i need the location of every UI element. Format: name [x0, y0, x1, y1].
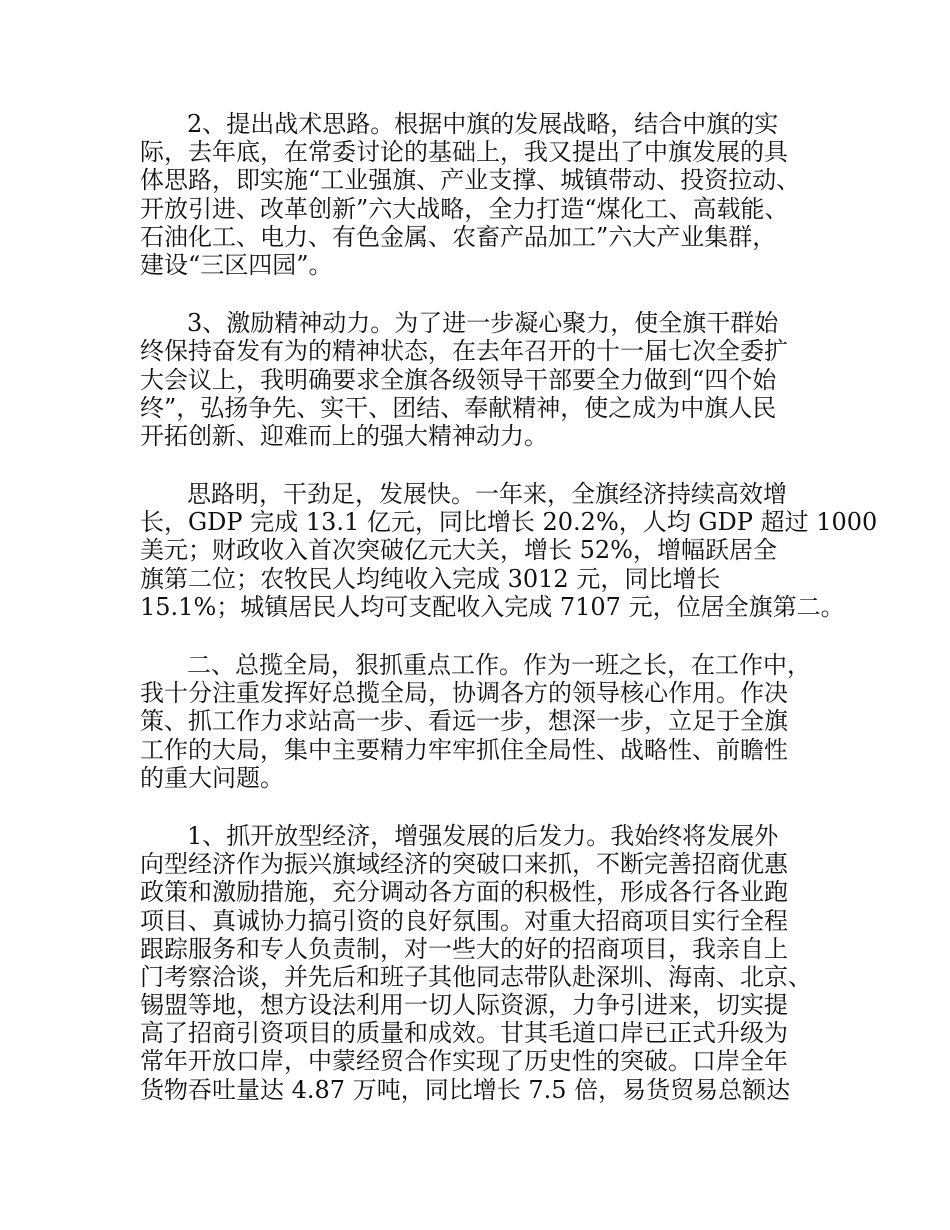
- text-line: 2、提出战术思路。根据中旗的发展战略，结合中旗的实: [187, 110, 779, 138]
- paragraph-open-economy: [140, 822, 840, 1104]
- text-line: 工作的大局，集中主要精力牢牢抓住全局性、战略性、前瞻性: [140, 735, 788, 764]
- text-line: 终”，弘扬争先、实干、团结、奉献精神，使之成为中旗人民: [140, 393, 777, 422]
- text-line: 大会议上，我明确要求全旗各级领导干部要全力做到“四个始: [140, 365, 777, 394]
- paragraph-overall-situation: [140, 651, 840, 792]
- text-line: 1、抓开放型经济，增强发展的后发力。我始终将发展外: [187, 821, 779, 850]
- text-line: 门考察洽谈，并先后和班子其他同志带队赴深圳、海南、北京、: [140, 962, 812, 991]
- text-line: 锡盟等地，想方设法利用一切人际资源，力争引进来，切实提: [140, 991, 788, 1020]
- text-line: 思路明，干劲足，发展快。一年来，全旗经济持续高效增: [187, 480, 787, 509]
- text-line: 15.1%；城镇居民人均可支配收入完成 7107 元，位居全旗第二。: [140, 592, 845, 621]
- text-line: 政策和激励措施，充分调动各方面的积极性，形成各行各业跑: [140, 878, 788, 907]
- text-line: 的重大问题。: [140, 763, 284, 792]
- text-line: 开拓创新、迎难而上的强大精神动力。: [140, 421, 548, 450]
- text-line: 货物吞吐量达 4.87 万吨，同比增长 7.5 倍，易货贸易总额达: [140, 1075, 791, 1104]
- text-line: 向型经济作为振兴旗域经济的突破口来抓，不断完善招商优惠: [140, 850, 788, 879]
- text-line: 高了招商引资项目的质量和成效。甘其毛道口岸已正式升级为: [140, 1019, 788, 1048]
- text-line: 建设“三区四园”。: [140, 250, 333, 279]
- text-line: 常年开放口岸，中蒙经贸合作实现了历史性的突破。口岸全年: [140, 1047, 788, 1076]
- text-line: 跟踪服务和专人负责制，对一些大的好的招商项目，我亲自上: [140, 934, 788, 963]
- text-line: 体思路，即实施“工业强旗、产业支撑、城镇带动、投资拉动、: [140, 166, 801, 195]
- document-body: [140, 110, 878, 1134]
- text-line: 终保持奋发有为的精神状态，在去年召开的十一届七次全委扩: [140, 337, 788, 366]
- text-line: 旗第二位；农牧民人均纯收入完成 3012 元，同比增长: [140, 564, 721, 593]
- text-line: 长，GDP 完成 13.1 亿元，同比增长 20.2%，人均 GDP 超过 1000: [140, 508, 878, 537]
- text-line: 美元；财政收入首次突破亿元大关，增长 52%，增幅跃居全: [140, 536, 777, 565]
- text-line: 二、总揽全局，狠抓重点工作。作为一班之长，在工作中，: [187, 651, 811, 679]
- paragraph-economic-results: [140, 480, 878, 621]
- text-line: 3、激励精神动力。为了进一步凝心聚力，使全旗干群始: [187, 309, 779, 338]
- text-line: 策、抓工作力求站高一步、看远一步，想深一步，立足于全旗: [140, 707, 788, 736]
- text-line: 我十分注重发挥好总揽全局，协调各方的领导核心作用。作决: [140, 679, 788, 708]
- text-line: 开放引进、改革创新”六大战略，全力打造“煤化工、高载能、: [140, 194, 789, 223]
- text-line: 际，去年底，在常委讨论的基础上，我又提出了中旗发展的具: [140, 138, 788, 167]
- paragraph-spiritual-motivation: [140, 309, 840, 450]
- text-line: 项目、真诚协力搞引资的良好氛围。对重大招商项目实行全程: [140, 906, 788, 935]
- paragraph-tactical-ideas: [140, 110, 840, 279]
- text-line: 石油化工、电力、有色金属、农畜产品加工”六大产业集群，: [140, 222, 777, 251]
